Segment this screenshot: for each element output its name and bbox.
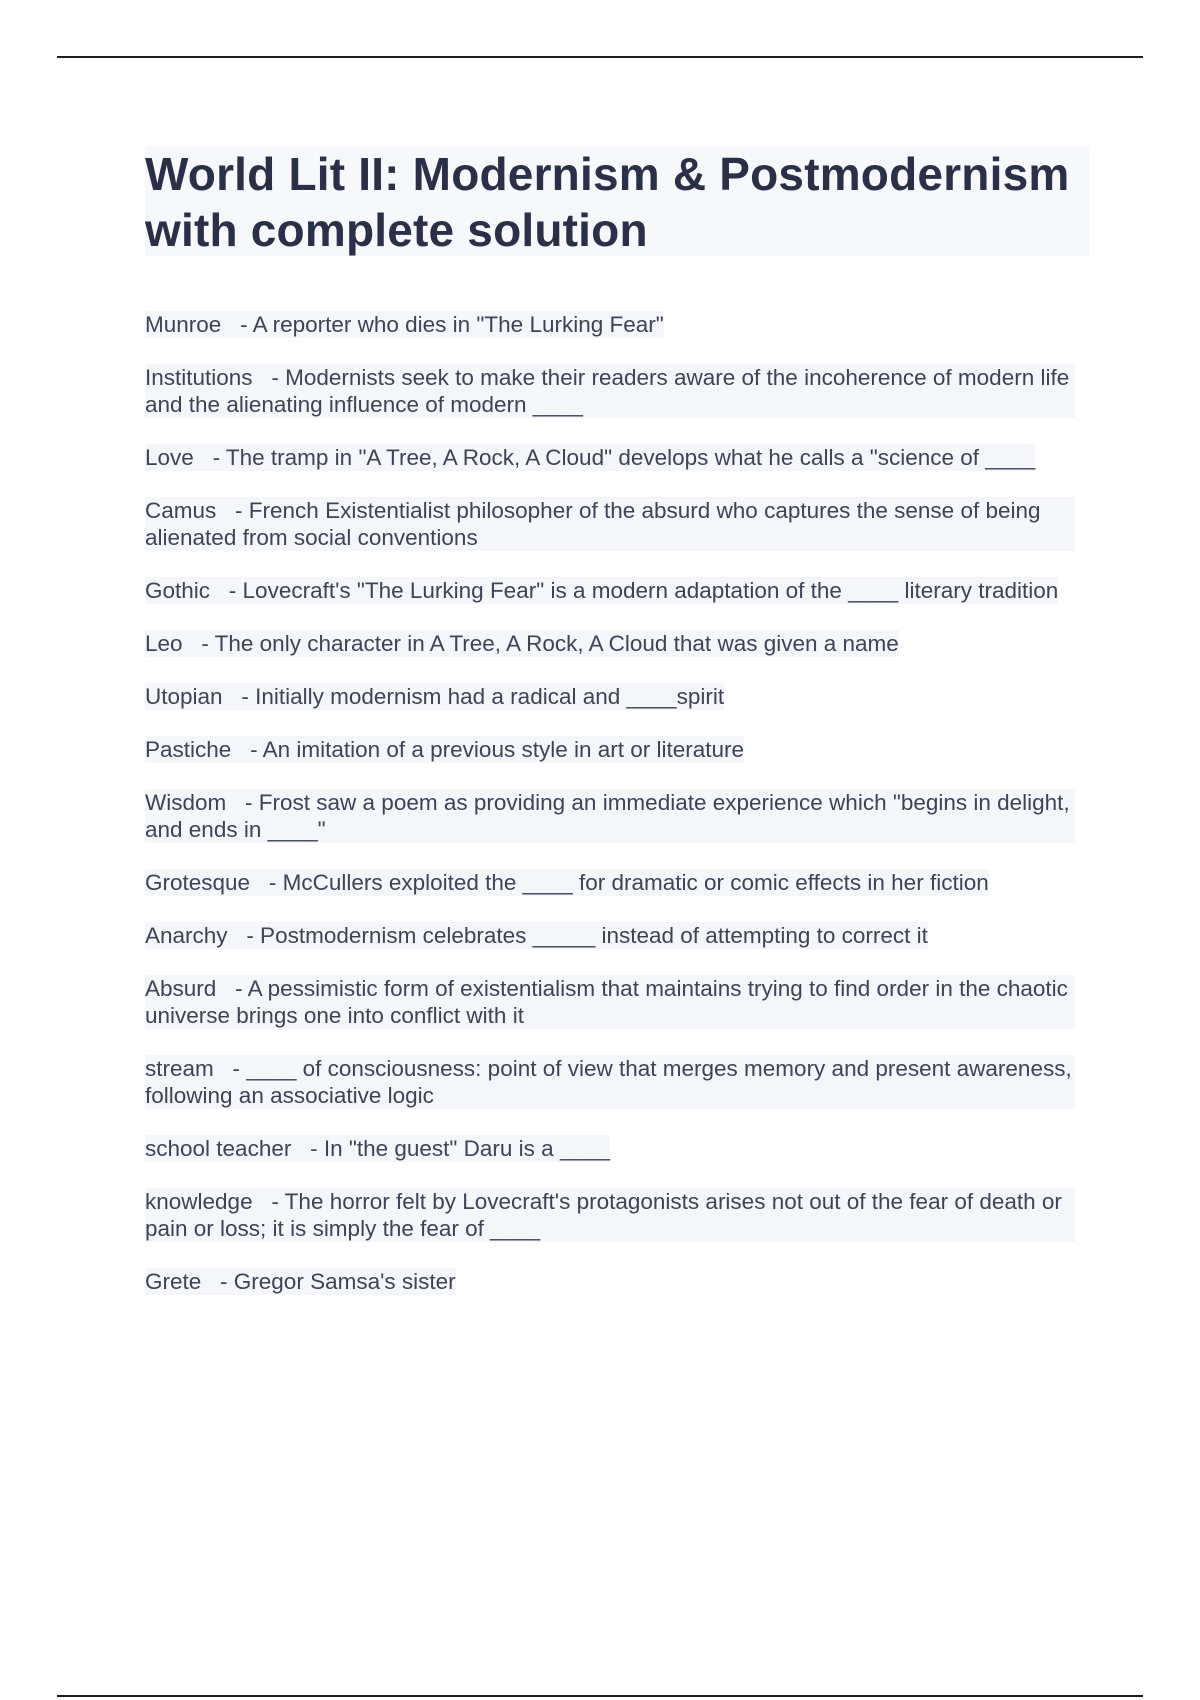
entry-term: knowledge [145, 1189, 253, 1214]
entry-term: Munroe [145, 312, 222, 337]
list-item [145, 869, 1075, 922]
entry-term: school teacher [145, 1136, 292, 1161]
entry-box [145, 364, 1075, 418]
page-title: World Lit II: Modernism & Postmodernism with complete solution [145, 148, 1070, 256]
list-item [145, 311, 1075, 364]
entry-box [145, 975, 1075, 1029]
entry-box [145, 1268, 456, 1295]
entry-term: Pastiche [145, 737, 232, 762]
list-item [145, 922, 1075, 975]
entry-definition: - Postmodernism celebrates _____ instead of attempting to correct it [246, 923, 928, 948]
entry-box [145, 683, 724, 710]
entry-definition: - A pessimistic form of existentialism that maintains trying to find order in the chaotic universe brings one into conflict with it [145, 976, 1068, 1028]
list-item [145, 364, 1075, 444]
entry-definition: - McCullers exploited the ____ for dramatic or comic effects in her fiction [268, 870, 989, 895]
entry-box [145, 497, 1075, 551]
entry-box [145, 1188, 1075, 1242]
entry-definition: - French Existentialist philosopher of the absurd who captures the sense of being alienated from social conventions [145, 498, 1041, 550]
flashcard-list [145, 311, 1075, 1321]
entry-definition: - An imitation of a previous style in art or literature [250, 737, 745, 762]
entry-box [145, 736, 744, 763]
title-block [145, 146, 1089, 256]
entry-term: Grete [145, 1269, 202, 1294]
entry-definition: - ____ of consciousness: point of view that merges memory and present awareness, following an associative logic [145, 1056, 1072, 1108]
list-item [145, 444, 1075, 497]
entry-box [145, 311, 664, 338]
entry-definition: - Initially modernism had a radical and ____spirit [241, 684, 725, 709]
list-item [145, 1188, 1075, 1268]
entry-definition: - Lovecraft's "The Lurking Fear" is a modern adaptation of the ____ literary tradition [228, 578, 1059, 603]
entry-definition: - Gregor Samsa's sister [220, 1269, 456, 1294]
entry-definition: - The tramp in "A Tree, A Rock, A Cloud" develops what he calls a "science of ____ [212, 445, 1036, 470]
entry-term: Anarchy [145, 923, 228, 948]
entry-box [145, 1135, 610, 1162]
entry-definition: - In "the guest" Daru is a ____ [310, 1136, 611, 1161]
entry-box [145, 630, 899, 657]
top-rule [57, 56, 1143, 58]
entry-term: Grotesque [145, 870, 251, 895]
entry-term: stream [145, 1056, 214, 1081]
entry-term: Camus [145, 498, 217, 523]
entry-definition: - A reporter who dies in "The Lurking Fear" [240, 312, 664, 337]
list-item [145, 1055, 1075, 1135]
entry-term: Absurd [145, 976, 217, 1001]
list-item [145, 1135, 1075, 1188]
entry-definition: - The horror felt by Lovecraft's protagonists arises not out of the fear of death or pain or loss; it is simply the fear of ____ [145, 1189, 1062, 1241]
entry-term: Wisdom [145, 790, 227, 815]
list-item [145, 975, 1075, 1055]
entry-definition: - Modernists seek to make their readers aware of the incoherence of modern life and the alienating influence of modern ____ [145, 365, 1070, 417]
entry-box [145, 869, 989, 896]
list-item [145, 577, 1075, 630]
list-item [145, 630, 1075, 683]
entry-term: Utopian [145, 684, 223, 709]
entry-box [145, 1055, 1075, 1109]
entry-definition: - The only character in A Tree, A Rock, A Cloud that was given a name [201, 631, 899, 656]
list-item [145, 736, 1075, 789]
list-item [145, 789, 1075, 869]
list-item [145, 497, 1075, 577]
entry-term: Institutions [145, 365, 253, 390]
list-item [145, 1268, 1075, 1321]
entry-term: Leo [145, 631, 183, 656]
entry-box [145, 922, 928, 949]
entry-term: Gothic [145, 578, 211, 603]
entry-term: Love [145, 445, 194, 470]
entry-box [145, 577, 1058, 604]
entry-box [145, 789, 1075, 843]
bottom-rule [57, 1695, 1143, 1697]
entry-definition: - Frost saw a poem as providing an immediate experience which "begins in delight, and ends in ____" [145, 790, 1070, 842]
list-item [145, 683, 1075, 736]
entry-box [145, 444, 1035, 471]
